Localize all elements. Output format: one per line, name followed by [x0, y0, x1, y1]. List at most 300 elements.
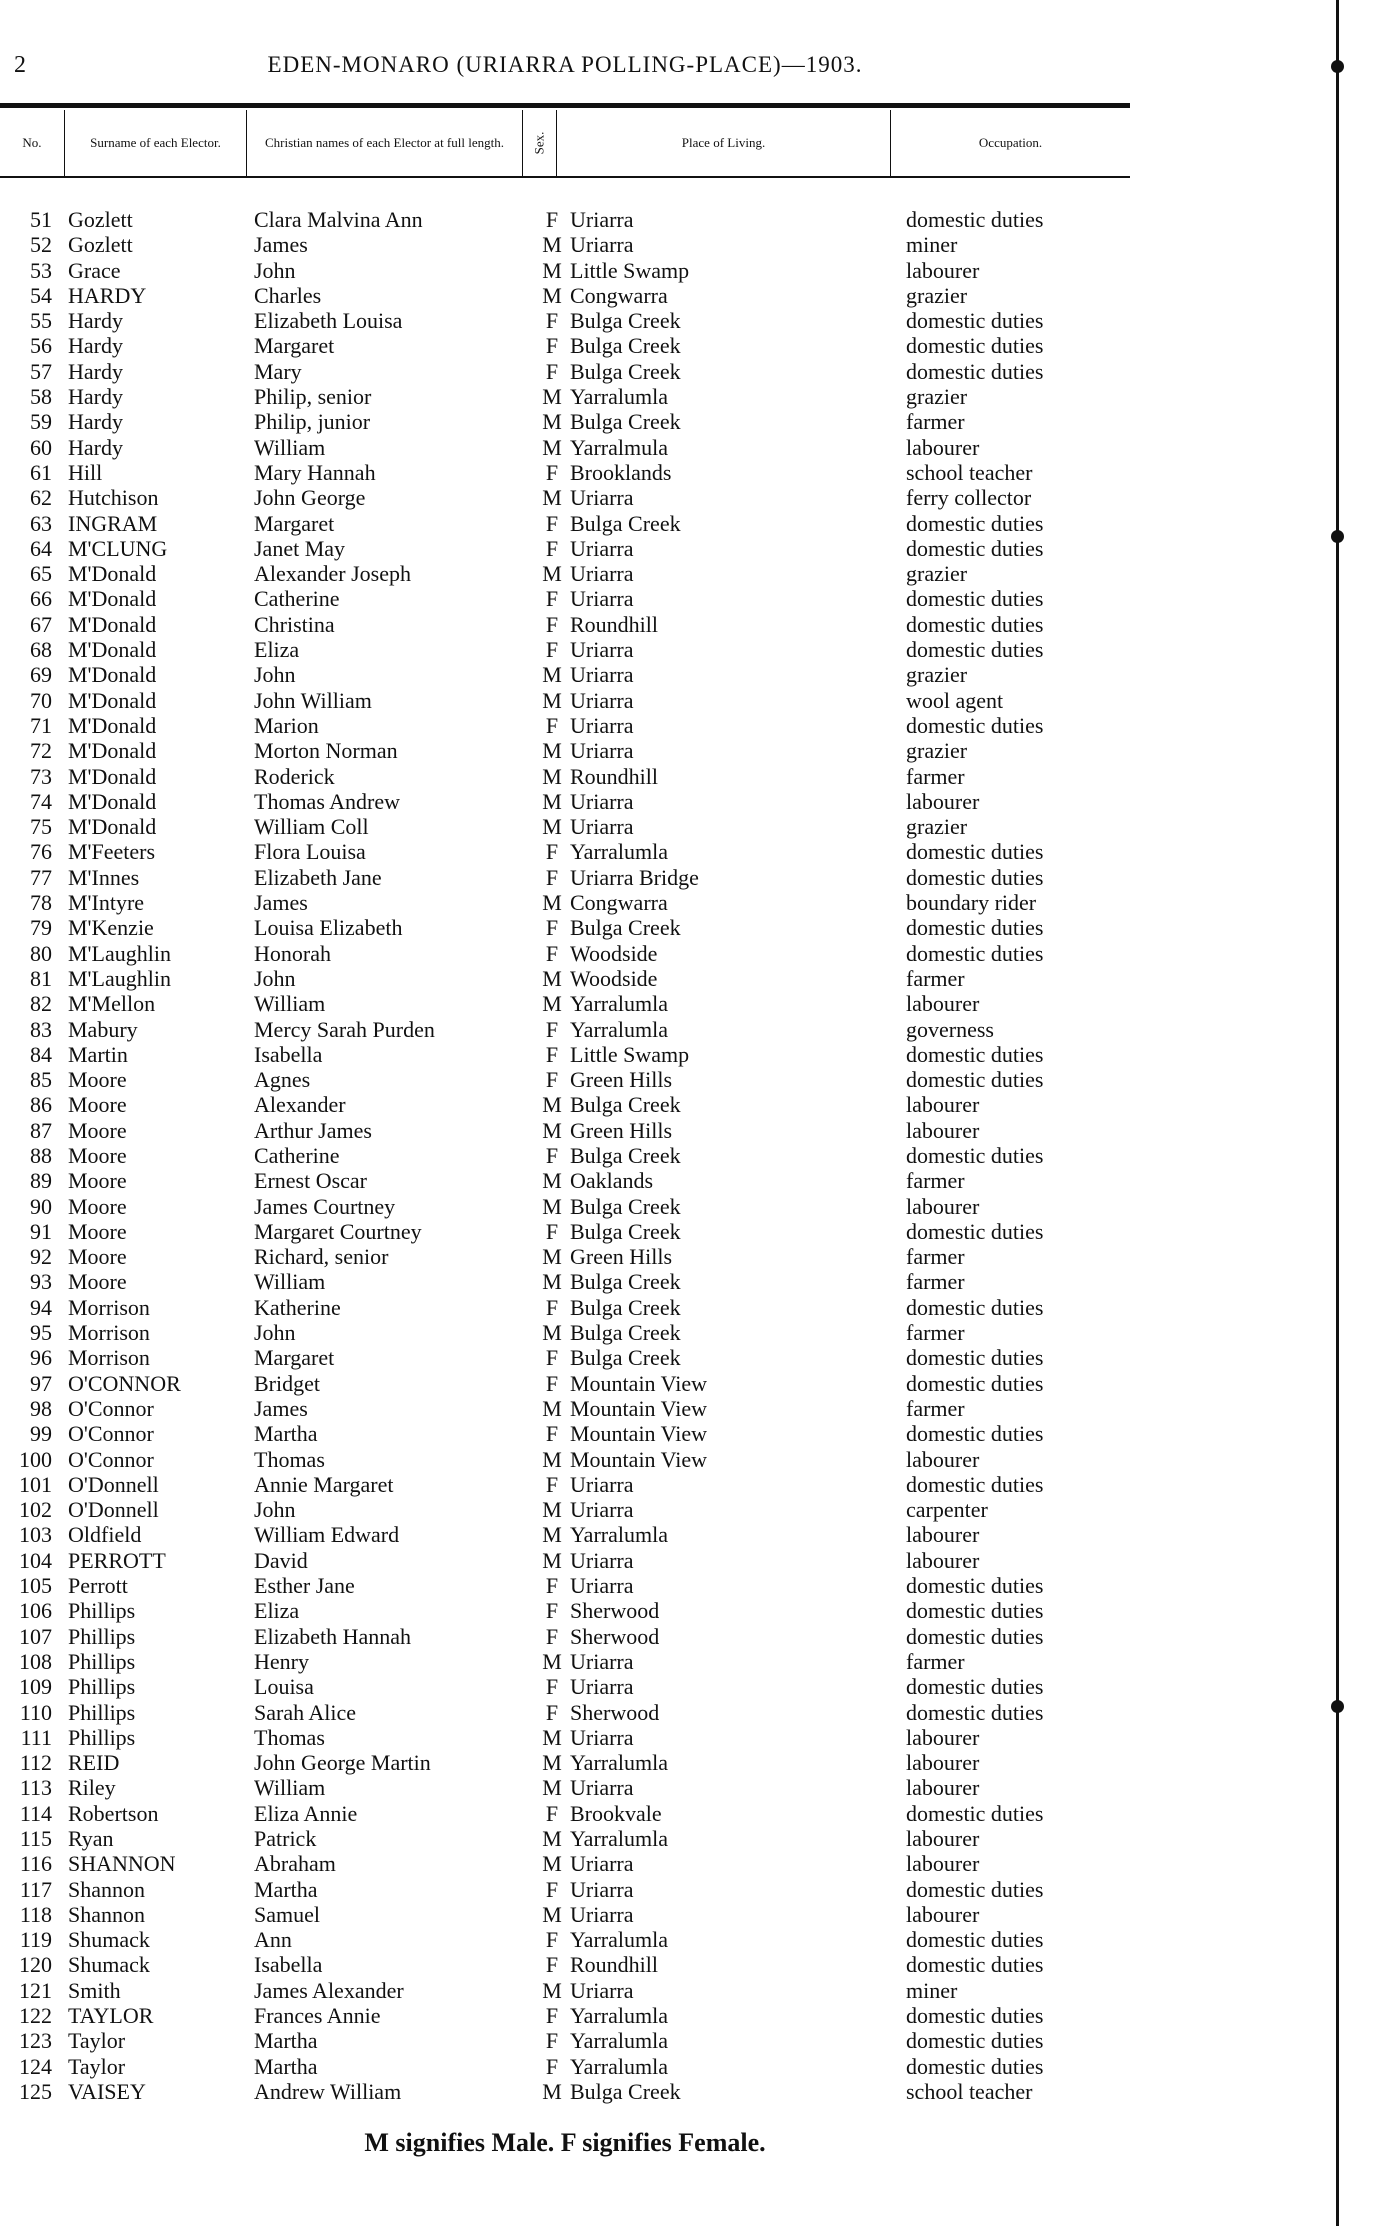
- table-row: [0, 1826, 1130, 1851]
- table-row: [0, 966, 1130, 991]
- table-row: [0, 1902, 1130, 1927]
- elector-christian-names: Louisa Elizabeth: [254, 915, 403, 941]
- elector-christian-names: Isabella: [254, 1041, 323, 1067]
- elector-christian-names: John: [254, 965, 296, 991]
- elector-surname: M'Donald: [68, 586, 157, 612]
- elector-surname: Gozlett: [68, 207, 133, 232]
- elector-sex: M: [542, 384, 562, 410]
- elector-surname: Taylor: [68, 2028, 126, 2054]
- elector-christian-names: Elizabeth Louisa: [254, 308, 403, 334]
- elector-christian-names: Thomas: [254, 1724, 325, 1750]
- elector-place: Congwarra: [570, 890, 668, 916]
- elector-sex: M: [542, 1092, 562, 1118]
- elector-occupation: domestic duties: [906, 1218, 1044, 1244]
- elector-occupation: domestic duties: [906, 1421, 1044, 1447]
- elector-surname: Martin: [68, 1041, 128, 1067]
- elector-surname: M'Mellon: [68, 991, 156, 1017]
- elector-place: Woodside: [570, 965, 658, 991]
- elector-occupation: domestic duties: [906, 1598, 1044, 1624]
- electors-list: [0, 207, 1130, 2104]
- elector-occupation: labourer: [906, 1851, 980, 1877]
- table-row: [0, 1421, 1130, 1446]
- elector-surname: Hardy: [68, 308, 123, 334]
- elector-occupation: domestic duties: [906, 358, 1044, 384]
- elector-place: Uriarra: [570, 738, 634, 764]
- elector-number: 91: [30, 1218, 52, 1244]
- elector-christian-names: Annie Margaret: [254, 1471, 394, 1497]
- elector-occupation: domestic duties: [906, 712, 1044, 738]
- elector-place: Uriarra: [570, 1573, 634, 1599]
- elector-sex: F: [545, 586, 559, 612]
- elector-christian-names: John William: [254, 687, 372, 713]
- table-row: [0, 1750, 1130, 1775]
- elector-sex: F: [545, 1674, 559, 1700]
- table-row: [0, 1017, 1130, 1042]
- elector-occupation: domestic duties: [906, 2053, 1044, 2079]
- elector-sex: F: [545, 1041, 559, 1067]
- page-title: EDEN-MONARO (URIARRA POLLING-PLACE)—1903.: [267, 52, 863, 77]
- table-row: [0, 991, 1130, 1016]
- elector-number: 69: [30, 662, 52, 688]
- elector-number: 125: [19, 2078, 52, 2104]
- table-row: [0, 1548, 1130, 1573]
- elector-christian-names: James Alexander: [254, 1977, 404, 2003]
- elector-surname: Ryan: [68, 1826, 114, 1851]
- elector-surname: O'Connor: [68, 1395, 154, 1421]
- elector-surname: M'Kenzie: [68, 915, 154, 941]
- elector-number: 82: [30, 991, 52, 1017]
- table-row: [0, 485, 1130, 510]
- table-row: [0, 1447, 1130, 1472]
- table-row: [0, 258, 1130, 283]
- elector-christian-names: Arthur James: [254, 1117, 372, 1143]
- elector-sex: F: [545, 1598, 559, 1624]
- elector-number: 114: [19, 1800, 52, 1826]
- elector-surname: REID: [68, 1750, 120, 1776]
- elector-number: 97: [30, 1370, 52, 1396]
- elector-sex: M: [542, 1851, 562, 1877]
- elector-occupation: labourer: [906, 1092, 980, 1118]
- elector-surname: Gozlett: [68, 232, 133, 258]
- elector-place: Green Hills: [570, 1067, 673, 1093]
- elector-place: Yarralumla: [570, 839, 668, 865]
- elector-surname: Morrison: [68, 1345, 150, 1371]
- elector-number: 63: [30, 510, 52, 536]
- table-row: [0, 612, 1130, 637]
- elector-place: Bulga Creek: [570, 1193, 681, 1219]
- table-row: [0, 283, 1130, 308]
- table-row: [0, 839, 1130, 864]
- elector-surname: Phillips: [68, 1674, 136, 1700]
- table-row: [0, 764, 1130, 789]
- elector-sex: F: [545, 940, 559, 966]
- elector-christian-names: Thomas: [254, 1446, 325, 1472]
- elector-surname: Moore: [68, 1092, 127, 1118]
- elector-christian-names: William Coll: [254, 814, 369, 840]
- elector-christian-names: Janet May: [254, 535, 346, 561]
- table-row: [0, 1598, 1130, 1623]
- elector-occupation: domestic duties: [906, 1041, 1044, 1067]
- elector-surname: Taylor: [68, 2053, 126, 2079]
- elector-christian-names: William: [254, 991, 326, 1017]
- elector-number: 85: [30, 1067, 52, 1093]
- elector-occupation: domestic duties: [906, 586, 1044, 612]
- table-row: [0, 1497, 1130, 1522]
- elector-surname: Moore: [68, 1218, 127, 1244]
- elector-christian-names: Bridget: [254, 1370, 320, 1396]
- elector-sex: F: [545, 712, 559, 738]
- elector-surname: Hardy: [68, 384, 123, 410]
- elector-surname: Phillips: [68, 1598, 136, 1624]
- elector-sex: M: [542, 257, 562, 283]
- elector-place: Uriarra: [570, 1547, 634, 1573]
- table-row: [0, 536, 1130, 561]
- elector-occupation: boundary rider: [906, 890, 1037, 916]
- elector-number: 109: [19, 1674, 52, 1700]
- elector-occupation: grazier: [906, 814, 968, 840]
- elector-number: 84: [30, 1041, 52, 1067]
- elector-place: Bulga Creek: [570, 409, 681, 435]
- elector-surname: Morrison: [68, 1320, 150, 1346]
- elector-sex: M: [542, 1775, 562, 1801]
- elector-occupation: farmer: [906, 763, 965, 789]
- elector-surname: O'CONNOR: [68, 1370, 181, 1396]
- elector-christian-names: Patrick: [254, 1826, 317, 1851]
- elector-occupation: farmer: [906, 965, 965, 991]
- elector-christian-names: Ann: [254, 1927, 292, 1953]
- elector-occupation: miner: [906, 232, 958, 258]
- elector-place: Uriarra: [570, 1724, 634, 1750]
- elector-surname: Moore: [68, 1168, 127, 1194]
- elector-sex: M: [542, 1826, 562, 1851]
- table-header: [0, 110, 1130, 178]
- elector-occupation: grazier: [906, 282, 968, 308]
- elector-place: Sherwood: [570, 1699, 660, 1725]
- table-row: [0, 1320, 1130, 1345]
- elector-place: Sherwood: [570, 1598, 660, 1624]
- table-row: [0, 1624, 1130, 1649]
- elector-place: Uriarra: [570, 788, 634, 814]
- table-row: [0, 207, 1130, 232]
- table-row: [0, 865, 1130, 890]
- elector-sex: M: [542, 282, 562, 308]
- elector-place: Uriarra: [570, 662, 634, 688]
- elector-surname: M'Innes: [68, 864, 140, 890]
- elector-place: Uriarra: [570, 1851, 634, 1877]
- elector-sex: M: [542, 409, 562, 435]
- elector-number: 88: [30, 1142, 52, 1168]
- elector-sex: M: [542, 1648, 562, 1674]
- elector-sex: F: [545, 333, 559, 359]
- elector-christian-names: Philip, junior: [254, 409, 371, 435]
- elector-sex: F: [545, 2003, 559, 2029]
- elector-surname: Shumack: [68, 1952, 150, 1978]
- elector-surname: Moore: [68, 1067, 127, 1093]
- elector-number: 64: [30, 535, 52, 561]
- elector-christian-names: Marion: [254, 712, 319, 738]
- table-row: [0, 1269, 1130, 1294]
- column-header-christian-names: Christian names of each Elector at full length.: [246, 110, 522, 176]
- table-row: [0, 789, 1130, 814]
- elector-surname: Moore: [68, 1244, 127, 1270]
- elector-occupation: domestic duties: [906, 1142, 1044, 1168]
- page-number: 2: [14, 52, 26, 78]
- elector-place: Mountain View: [570, 1395, 707, 1421]
- elector-sex: M: [542, 814, 562, 840]
- elector-place: Yarralumla: [570, 1750, 668, 1776]
- elector-place: Uriarra: [570, 232, 634, 258]
- elector-number: 81: [30, 965, 52, 991]
- elector-sex: F: [545, 459, 559, 485]
- elector-surname: M'Laughlin: [68, 940, 171, 966]
- elector-sex: F: [545, 1573, 559, 1599]
- elector-occupation: domestic duties: [906, 915, 1044, 941]
- elector-occupation: labourer: [906, 788, 980, 814]
- elector-number: 115: [19, 1826, 52, 1851]
- elector-number: 113: [19, 1775, 52, 1801]
- elector-surname: HARDY: [68, 282, 147, 308]
- elector-place: Yarralumla: [570, 991, 668, 1017]
- binding-margin-line: [1336, 0, 1339, 2226]
- elector-christian-names: Sarah Alice: [254, 1699, 357, 1725]
- elector-sex: F: [545, 2053, 559, 2079]
- elector-occupation: farmer: [906, 1269, 965, 1295]
- elector-christian-names: Thomas Andrew: [254, 788, 401, 814]
- column-header-sex: [522, 110, 556, 176]
- elector-place: Brookvale: [570, 1800, 662, 1826]
- elector-place: Bulga Creek: [570, 1092, 681, 1118]
- elector-occupation: domestic duties: [906, 1471, 1044, 1497]
- elector-sex: F: [545, 2028, 559, 2054]
- elector-place: Uriarra: [570, 687, 634, 713]
- table-row: [0, 1168, 1130, 1193]
- elector-sex: M: [542, 1193, 562, 1219]
- elector-place: Uriarra: [570, 1901, 634, 1927]
- elector-sex: M: [542, 1901, 562, 1927]
- elector-number: 54: [30, 282, 52, 308]
- elector-place: Little Swamp: [570, 257, 690, 283]
- column-header-occupation: Occupation.: [890, 110, 1130, 176]
- elector-sex: F: [545, 1876, 559, 1902]
- elector-place: Uriarra: [570, 1497, 634, 1523]
- elector-number: 55: [30, 308, 52, 334]
- elector-surname: M'Donald: [68, 738, 157, 764]
- elector-surname: Shannon: [68, 1901, 145, 1927]
- elector-sex: M: [542, 1168, 562, 1194]
- elector-christian-names: Eliza: [254, 637, 300, 663]
- elector-sex: M: [542, 1977, 562, 2003]
- elector-surname: M'Donald: [68, 611, 157, 637]
- elector-occupation: domestic duties: [906, 207, 1044, 232]
- elector-surname: M'Donald: [68, 687, 157, 713]
- elector-surname: M'Laughlin: [68, 965, 171, 991]
- elector-surname: Hardy: [68, 434, 123, 460]
- elector-christian-names: Morton Norman: [254, 738, 398, 764]
- elector-christian-names: John George Martin: [254, 1750, 431, 1776]
- elector-place: Bulga Creek: [570, 915, 681, 941]
- elector-sex: F: [545, 1294, 559, 1320]
- elector-occupation: labourer: [906, 434, 980, 460]
- elector-christian-names: Catherine: [254, 586, 340, 612]
- elector-surname: O'Donnell: [68, 1497, 159, 1523]
- elector-surname: Oldfield: [68, 1522, 142, 1548]
- elector-place: Uriarra: [570, 1674, 634, 1700]
- column-header-no: No.: [22, 135, 42, 150]
- elector-place: Yarralumla: [570, 1016, 668, 1042]
- elector-occupation: farmer: [906, 1244, 965, 1270]
- elector-place: Uriarra: [570, 637, 634, 663]
- elector-number: 106: [19, 1598, 52, 1624]
- elector-occupation: grazier: [906, 561, 968, 587]
- table-row: [0, 637, 1130, 662]
- elector-christian-names: William: [254, 1775, 326, 1801]
- elector-place: Uriarra: [570, 712, 634, 738]
- elector-sex: F: [545, 308, 559, 334]
- elector-christian-names: Eliza: [254, 1598, 300, 1624]
- elector-surname: Shumack: [68, 1927, 150, 1953]
- elector-occupation: domestic duties: [906, 940, 1044, 966]
- table-row: [0, 1042, 1130, 1067]
- elector-christian-names: Honorah: [254, 940, 331, 966]
- elector-surname: M'Donald: [68, 662, 157, 688]
- elector-surname: Robertson: [68, 1800, 159, 1826]
- table-row: [0, 435, 1130, 460]
- column-header-surname: Surname of each Elector.: [64, 110, 246, 176]
- table-row: [0, 1927, 1130, 1952]
- elector-christian-names: Margaret: [254, 1345, 335, 1371]
- binding-mark: [1331, 60, 1344, 73]
- elector-place: Uriarra: [570, 1977, 634, 2003]
- elector-sex: M: [542, 662, 562, 688]
- elector-christian-names: John: [254, 1497, 296, 1523]
- elector-place: Mountain View: [570, 1446, 707, 1472]
- elector-place: Uriarra: [570, 561, 634, 587]
- elector-number: 60: [30, 434, 52, 460]
- elector-sex: M: [542, 1497, 562, 1523]
- elector-occupation: farmer: [906, 1168, 965, 1194]
- elector-sex: M: [542, 1547, 562, 1573]
- elector-surname: O'Donnell: [68, 1471, 159, 1497]
- elector-surname: Riley: [68, 1775, 116, 1801]
- elector-place: Yarralmula: [570, 434, 668, 460]
- elector-place: Sherwood: [570, 1623, 660, 1649]
- elector-sex: M: [542, 890, 562, 916]
- elector-christian-names: Margaret: [254, 333, 335, 359]
- elector-sex: F: [545, 1699, 559, 1725]
- table-row: [0, 1295, 1130, 1320]
- elector-sex: F: [545, 1952, 559, 1978]
- elector-sex: M: [542, 965, 562, 991]
- table-row: [0, 2079, 1130, 2104]
- elector-place: Bulga Creek: [570, 1345, 681, 1371]
- table-row: [0, 1522, 1130, 1547]
- elector-place: Uriarra: [570, 535, 634, 561]
- elector-christian-names: Agnes: [254, 1067, 311, 1093]
- elector-sex: M: [542, 1446, 562, 1472]
- elector-occupation: labourer: [906, 1547, 980, 1573]
- elector-surname: Hardy: [68, 333, 123, 359]
- elector-number: 122: [19, 2003, 52, 2029]
- elector-number: 75: [30, 814, 52, 840]
- elector-sex: F: [545, 611, 559, 637]
- elector-place: Uriarra: [570, 1471, 634, 1497]
- elector-sex: F: [545, 1421, 559, 1447]
- elector-occupation: school teacher: [906, 2078, 1033, 2104]
- elector-place: Bulga Creek: [570, 1218, 681, 1244]
- elector-place: Yarralumla: [570, 1522, 668, 1548]
- elector-christian-names: David: [254, 1547, 308, 1573]
- table-row: [0, 1775, 1130, 1800]
- elector-number: 111: [20, 1724, 52, 1750]
- elector-number: 71: [30, 712, 52, 738]
- elector-surname: Moore: [68, 1193, 127, 1219]
- elector-number: 107: [19, 1623, 52, 1649]
- elector-occupation: governess: [906, 1016, 994, 1042]
- elector-sex: M: [542, 1724, 562, 1750]
- elector-number: 116: [19, 1851, 52, 1877]
- table-row: [0, 662, 1130, 687]
- elector-occupation: labourer: [906, 1117, 980, 1143]
- elector-christian-names: Katherine: [254, 1294, 341, 1320]
- elector-surname: Moore: [68, 1117, 127, 1143]
- elector-place: Brooklands: [570, 459, 672, 485]
- elector-number: 61: [30, 459, 52, 485]
- elector-number: 86: [30, 1092, 52, 1118]
- elector-place: Bulga Creek: [570, 308, 681, 334]
- elector-christian-names: James Courtney: [254, 1193, 396, 1219]
- elector-number: 74: [30, 788, 52, 814]
- elector-occupation: labourer: [906, 1775, 980, 1801]
- elector-place: Uriarra: [570, 814, 634, 840]
- table-row: [0, 1573, 1130, 1598]
- table-row: [0, 1472, 1130, 1497]
- elector-christian-names: Catherine: [254, 1142, 340, 1168]
- table-row: [0, 1674, 1130, 1699]
- elector-occupation: grazier: [906, 738, 968, 764]
- elector-occupation: domestic duties: [906, 2003, 1044, 2029]
- elector-sex: F: [545, 207, 559, 232]
- table-row: [0, 738, 1130, 763]
- elector-surname: M'Donald: [68, 712, 157, 738]
- elector-sex: F: [545, 1345, 559, 1371]
- footer-legend: M signifies Male. F signifies Female.: [364, 2128, 766, 2157]
- elector-sex: F: [545, 1927, 559, 1953]
- elector-number: 94: [30, 1294, 52, 1320]
- table-row: [0, 1143, 1130, 1168]
- elector-christian-names: William Edward: [254, 1522, 400, 1548]
- table-row: [0, 384, 1130, 409]
- table-row: [0, 460, 1130, 485]
- elector-place: Bulga Creek: [570, 358, 681, 384]
- elector-christian-names: John: [254, 257, 296, 283]
- elector-occupation: domestic duties: [906, 1294, 1044, 1320]
- elector-number: 101: [19, 1471, 52, 1497]
- elector-christian-names: Martha: [254, 1876, 318, 1902]
- elector-occupation: domestic duties: [906, 1952, 1044, 1978]
- elector-surname: Phillips: [68, 1724, 136, 1750]
- elector-place: Roundhill: [570, 763, 659, 789]
- elector-surname: VAISEY: [68, 2078, 146, 2104]
- elector-christian-names: Louisa: [254, 1674, 314, 1700]
- elector-sex: M: [542, 1244, 562, 1270]
- elector-occupation: domestic duties: [906, 637, 1044, 663]
- elector-christian-names: Margaret Courtney: [254, 1218, 422, 1244]
- elector-place: Bulga Creek: [570, 1269, 681, 1295]
- elector-sex: M: [542, 1750, 562, 1776]
- elector-occupation: labourer: [906, 1724, 980, 1750]
- elector-place: Woodside: [570, 940, 658, 966]
- elector-surname: PERROTT: [68, 1547, 166, 1573]
